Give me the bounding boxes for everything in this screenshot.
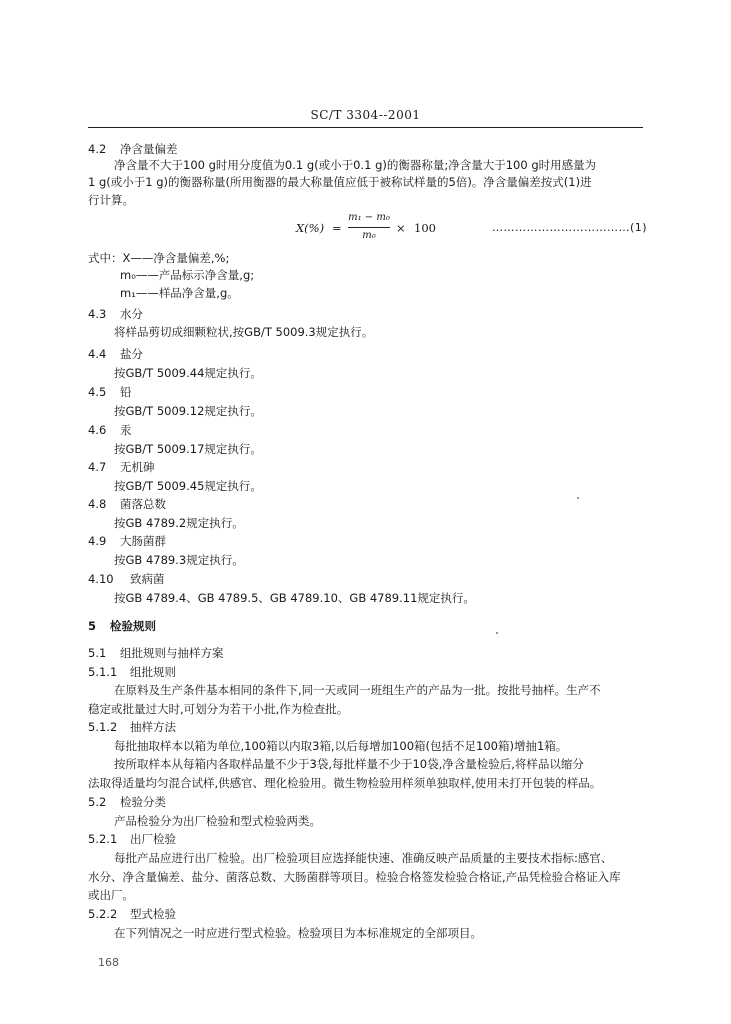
paragraph-line: 或出厂。 xyxy=(88,888,134,902)
paragraph-line: 按GB/T 5009.17规定执行。 xyxy=(114,442,262,456)
section-number: 5.2.1 xyxy=(88,832,118,846)
section-4-2-heading xyxy=(88,142,178,157)
section-number: 5.2.2 xyxy=(88,907,118,921)
section-number: 4.9 xyxy=(88,534,107,548)
section-number: 4.7 xyxy=(88,460,107,474)
section-number: 4.10 xyxy=(88,572,114,586)
paragraph-line: 按GB 4789.2规定执行。 xyxy=(114,516,244,530)
section-number: 4.3 xyxy=(88,307,107,321)
section-title: 型式检验 xyxy=(130,907,176,921)
section-title: 汞 xyxy=(120,423,132,437)
section-title: 抽样方法 xyxy=(130,720,176,734)
paragraph-line: 水分、净含量偏差、盐分、菌落总数、大肠菌群等项目。检验合格签发检验合格证,产品凭检验合格证入库 xyxy=(88,870,621,884)
fraction-denominator: m₀ xyxy=(362,230,376,241)
section-4-9-heading xyxy=(88,534,166,549)
paragraph-line: 法取得适量均匀混合试样,供感官、理化检验用。微生物检验用样须单独取样,使用未打开包装的样品。 xyxy=(88,776,602,790)
paragraph-line: 1 g(或小于1 g)的衡器称量(所用衡器的最大称量值应低于被称试样量的5倍)。净含量偏差按式(1)进 xyxy=(88,175,592,189)
page-number: 168 xyxy=(98,956,119,969)
section-number: 5.1.2 xyxy=(88,720,118,734)
equals-sign: = xyxy=(332,221,342,235)
section-title: 组批规则与抽样方案 xyxy=(120,646,224,660)
section-title: 检验规则 xyxy=(110,619,156,633)
fraction-numerator: m₁ − m₀ xyxy=(348,212,390,223)
variable-definition: m₁——样品净含量,g。 xyxy=(120,286,239,300)
paragraph-line: 按GB 4789.3规定执行。 xyxy=(114,553,244,567)
section-number: 4.2 xyxy=(88,142,107,156)
fraction-bar xyxy=(348,227,390,228)
paragraph-line: 净含量不大于100 g时用分度值为0.1 g(或小于0.1 g)的衡器称量;净含量大于100 g时用感量为 xyxy=(114,158,597,172)
section-5-heading xyxy=(88,619,156,634)
equation-lhs: X(%) xyxy=(296,221,325,235)
paragraph-line: 在下列情况之一时应进行型式检验。检验项目为本标准规定的全部项目。 xyxy=(114,926,482,940)
section-title: 菌落总数 xyxy=(120,497,166,511)
section-5-1-1-heading xyxy=(88,665,176,680)
section-title: 组批规则 xyxy=(130,665,176,679)
paragraph-line: 每批产品应进行出厂检验。出厂检验项目应选择能快速、准确反映产品质量的主要技术指标:感官、 xyxy=(114,851,613,865)
times-sign: × xyxy=(396,221,406,235)
section-title: 检验分类 xyxy=(120,795,166,809)
section-5-1-heading xyxy=(88,646,224,661)
paragraph-line: 按GB/T 5009.45规定执行。 xyxy=(114,479,262,493)
section-number: 5.2 xyxy=(88,795,107,809)
header-rule xyxy=(88,127,643,128)
section-4-3-heading xyxy=(88,307,143,322)
scan-speck xyxy=(577,497,579,499)
section-title: 净含量偏差 xyxy=(120,142,178,156)
section-4-5-heading xyxy=(88,385,132,400)
scan-speck xyxy=(496,632,498,634)
section-title: 大肠菌群 xyxy=(120,534,166,548)
equation-number: ………………………………(1) xyxy=(492,221,648,234)
section-4-10-heading xyxy=(88,572,165,587)
variable-definition: 式中：X——净含量偏差,%; xyxy=(88,251,230,265)
paragraph-line: 按GB/T 5009.12规定执行。 xyxy=(114,404,262,418)
section-number: 5.1.1 xyxy=(88,665,118,679)
section-4-8-heading xyxy=(88,497,166,512)
paragraph-line: 按GB/T 5009.44规定执行。 xyxy=(114,366,262,380)
section-title: 盐分 xyxy=(120,347,143,361)
section-number: 4.8 xyxy=(88,497,107,511)
section-5-1-2-heading xyxy=(88,720,176,735)
section-4-6-heading xyxy=(88,423,132,438)
section-number: 4.4 xyxy=(88,347,107,361)
section-title: 无机砷 xyxy=(120,460,155,474)
paragraph-line: 稳定或批量过大时,可划分为若干小批,作为检查批。 xyxy=(88,702,349,716)
section-title: 致病菌 xyxy=(130,572,165,586)
section-title: 水分 xyxy=(120,307,143,321)
section-5-2-1-heading xyxy=(88,832,176,847)
section-number: 5.1 xyxy=(88,646,107,660)
variable-definition: m₀——产品标示净含量,g; xyxy=(120,268,255,282)
factor-100: 100 xyxy=(414,221,436,235)
paragraph-line: 将样品剪切成细颗粒状,按GB/T 5009.3规定执行。 xyxy=(114,325,374,339)
section-5-2-2-heading xyxy=(88,907,176,922)
section-4-4-heading xyxy=(88,347,143,362)
section-title: 出厂检验 xyxy=(130,832,176,846)
paragraph-line: 按GB 4789.4、GB 4789.5、GB 4789.10、GB 4789.11规定执行。 xyxy=(114,591,475,605)
section-title: 铅 xyxy=(120,385,132,399)
paragraph-line: 按所取样本从每箱内各取样品量不少于3袋,每批样量不少于10袋,净含量检验后,将样品以缩分 xyxy=(114,757,584,771)
section-number: 4.6 xyxy=(88,423,107,437)
section-4-7-heading xyxy=(88,460,155,475)
paragraph-line: 在原料及生产条件基本相同的条件下,同一天或同一班组生产的产品为一批。按批号抽样。生产不 xyxy=(114,683,601,697)
standard-number-header: SC/T 3304--2001 xyxy=(310,108,421,122)
paragraph-line: 行计算。 xyxy=(88,193,134,207)
paragraph-line: 产品检验分为出厂检验和型式检验两类。 xyxy=(114,814,321,828)
paragraph-line: 每批抽取样本以箱为单位,100箱以内取3箱,以后每增加100箱(包括不足100箱)增抽1箱。 xyxy=(114,739,568,753)
section-number: 5 xyxy=(88,619,97,633)
section-5-2-heading xyxy=(88,795,166,810)
section-number: 4.5 xyxy=(88,385,107,399)
